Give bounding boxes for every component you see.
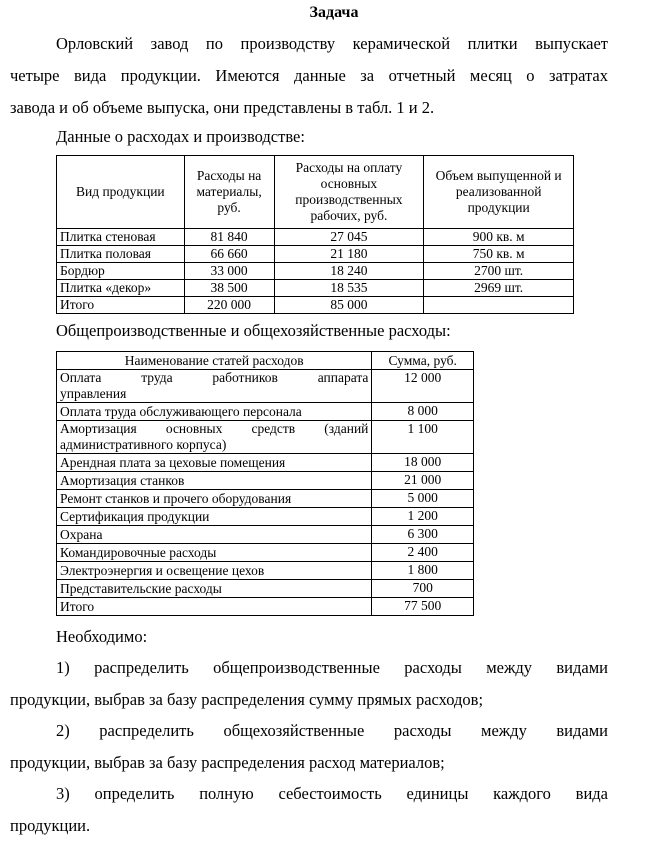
materials-cost-cell: 66 660 [184, 246, 274, 263]
table-row [57, 229, 574, 246]
costs-production-table [56, 155, 574, 314]
output-volume-cell: 2700 шт. [424, 263, 574, 280]
expense-sum-cell: 700 [372, 580, 474, 598]
output-volume-cell: 2969 шт. [424, 280, 574, 297]
table-row [57, 544, 474, 562]
table-row [57, 403, 474, 421]
table-row [57, 508, 474, 526]
column-header: Вид продукции [57, 156, 185, 229]
table-header-row [57, 352, 474, 370]
table-row [57, 280, 574, 297]
table1-caption: Данные о расходах и производстве: [56, 127, 305, 146]
table2-caption: Общепроизводственные и общехозяйственные расходы: [56, 321, 451, 340]
expense-sum-cell: 1 800 [372, 562, 474, 580]
table-row [57, 490, 474, 508]
task-item [10, 778, 608, 842]
expense-sum-cell: 6 300 [372, 526, 474, 544]
column-header: Объем выпущенной и реализованной продукции [424, 156, 574, 229]
materials-cost-cell: 38 500 [184, 280, 274, 297]
expense-name-cell: Арендная плата за цеховые помещения [57, 454, 372, 472]
document-title: Задача [309, 4, 359, 21]
column-header: Наименование статей расходов [57, 352, 372, 370]
product-name-cell: Плитка стеновая [57, 229, 185, 246]
table-row [57, 246, 574, 263]
expense-name-cell [57, 370, 372, 403]
expense-name-line: Оплата труда работников аппарата [60, 370, 369, 385]
task-line: продукции. [10, 816, 91, 835]
expense-sum-cell: 12 000 [372, 370, 474, 403]
expense-name-cell: Сертификация продукции [57, 508, 372, 526]
expense-name-line: административного корпуса) [60, 437, 227, 452]
task-line: продукции, выбрав за базу распределения сумму прямых расходов; [10, 690, 484, 709]
table-row [57, 472, 474, 490]
task-line: 2) распределить общехозяйственные расходы между видами [56, 721, 608, 740]
table-row [57, 526, 474, 544]
expense-name-line: управления [60, 386, 127, 401]
table-total-row [57, 297, 574, 314]
intro-line: Орловский завод по производству керамической плитки выпускает [56, 34, 608, 53]
materials-cost-cell: 33 000 [184, 263, 274, 280]
expense-name-cell: Охрана [57, 526, 372, 544]
task-item [10, 715, 608, 779]
intro-line: четыре вида продукции. Имеются данные за отчетный месяц о затратах [10, 66, 608, 85]
expense-name-cell: Оплата труда обслуживающего персонала [57, 403, 372, 421]
column-header: Сумма, руб. [372, 352, 474, 370]
labor-cost-cell: 21 180 [274, 246, 424, 263]
product-name-cell: Плитка половая [57, 246, 185, 263]
expense-sum-cell: 1 100 [372, 421, 474, 454]
expense-sum-cell: 77 500 [372, 598, 474, 616]
expense-sum-cell: 21 000 [372, 472, 474, 490]
task-line: 1) распределить общепроизводственные расходы между видами [56, 658, 608, 677]
output-volume-cell: 900 кв. м [424, 229, 574, 246]
expense-name-cell: Электроэнергия и освещение цехов [57, 562, 372, 580]
intro-line: завода и об объеме выпуска, они представлены в табл. 1 и 2. [10, 98, 435, 117]
overhead-expenses-table [56, 351, 474, 616]
product-name-cell: Итого [57, 297, 185, 314]
task-line: продукции, выбрав за базу распределения расход материалов; [10, 753, 445, 772]
labor-cost-cell: 85 000 [274, 297, 424, 314]
output-volume-cell: 750 кв. м [424, 246, 574, 263]
expense-name-cell: Командировочные расходы [57, 544, 372, 562]
table-row [57, 263, 574, 280]
product-name-cell: Плитка «декор» [57, 280, 185, 297]
task-line: 3) определить полную себестоимость единицы каждого вида [56, 784, 608, 803]
output-volume-cell [424, 297, 574, 314]
expense-name-cell: Амортизация станков [57, 472, 372, 490]
table-row [57, 562, 474, 580]
materials-cost-cell: 220 000 [184, 297, 274, 314]
table-row [57, 580, 474, 598]
labor-cost-cell: 18 535 [274, 280, 424, 297]
table-header-row [57, 156, 574, 229]
intro-paragraph [10, 28, 608, 124]
table-row [57, 421, 474, 454]
labor-cost-cell: 18 240 [274, 263, 424, 280]
table-row [57, 370, 474, 403]
expense-name-cell: Итого [57, 598, 372, 616]
expense-sum-cell: 5 000 [372, 490, 474, 508]
required-label: Необходимо: [56, 627, 148, 646]
materials-cost-cell: 81 840 [184, 229, 274, 246]
expense-sum-cell: 2 400 [372, 544, 474, 562]
expense-sum-cell: 18 000 [372, 454, 474, 472]
column-header: Расходы на материалы, руб. [184, 156, 274, 229]
expense-name-line: Амортизация основных средств (зданий [60, 421, 369, 436]
column-header: Расходы на оплату основных производственных рабочих, руб. [274, 156, 424, 229]
table-row [57, 454, 474, 472]
expense-name-cell [57, 421, 372, 454]
expense-name-cell: Ремонт станков и прочего оборудования [57, 490, 372, 508]
expense-name-cell: Представительские расходы [57, 580, 372, 598]
table-total-row [57, 598, 474, 616]
product-name-cell: Бордюр [57, 263, 185, 280]
expense-sum-cell: 1 200 [372, 508, 474, 526]
task-item [10, 652, 608, 716]
labor-cost-cell: 27 045 [274, 229, 424, 246]
expense-sum-cell: 8 000 [372, 403, 474, 421]
